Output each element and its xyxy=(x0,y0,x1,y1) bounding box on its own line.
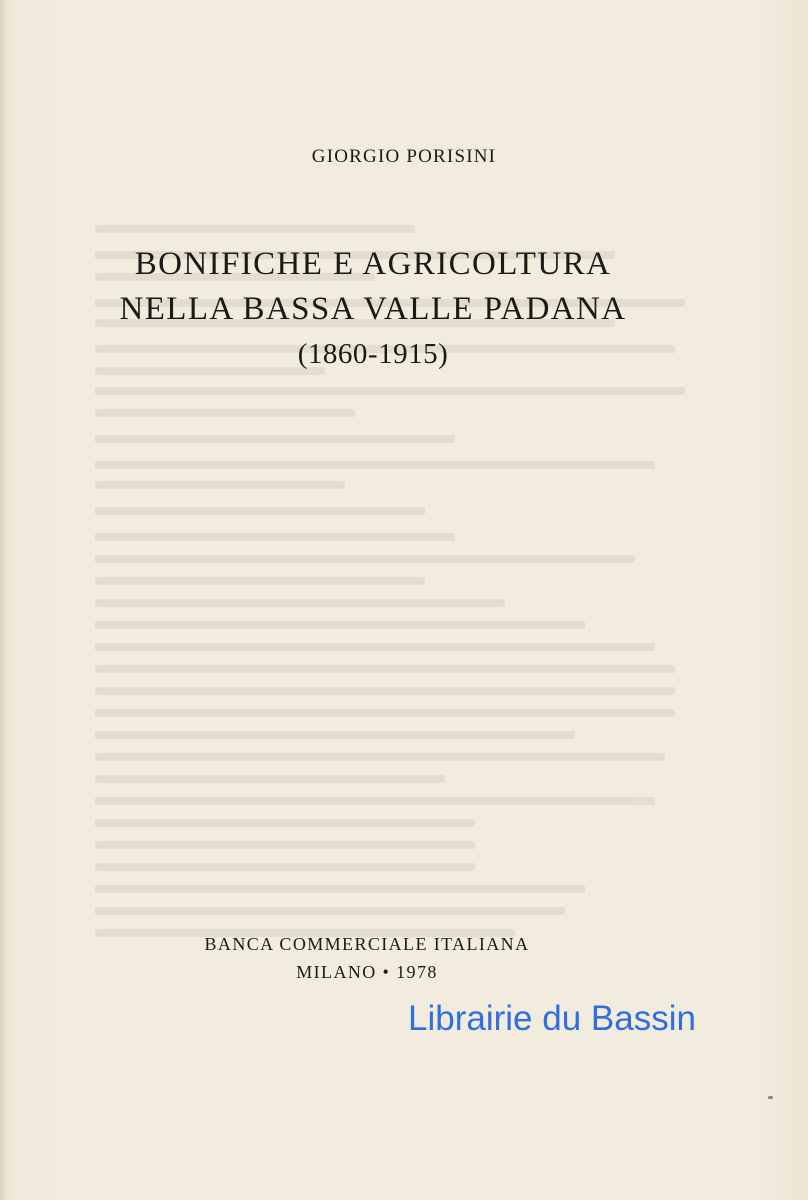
publisher-name: BANCA COMMERCIALE ITALIANA xyxy=(204,934,530,954)
book-title-line-2: NELLA BASSA VALLE PADANA xyxy=(119,291,627,327)
book-title-dates: (1860-1915) xyxy=(297,338,449,370)
publication-place-year: MILANO • 1978 xyxy=(296,962,438,982)
paper-speck xyxy=(768,1096,773,1099)
binding-edge xyxy=(0,0,6,1200)
bookseller-watermark: Librairie du Bassin xyxy=(408,999,696,1038)
author-name: GIORGIO PORISINI xyxy=(311,146,497,167)
book-title-line-1: BONIFICHE E AGRICOLTURA xyxy=(134,246,612,282)
